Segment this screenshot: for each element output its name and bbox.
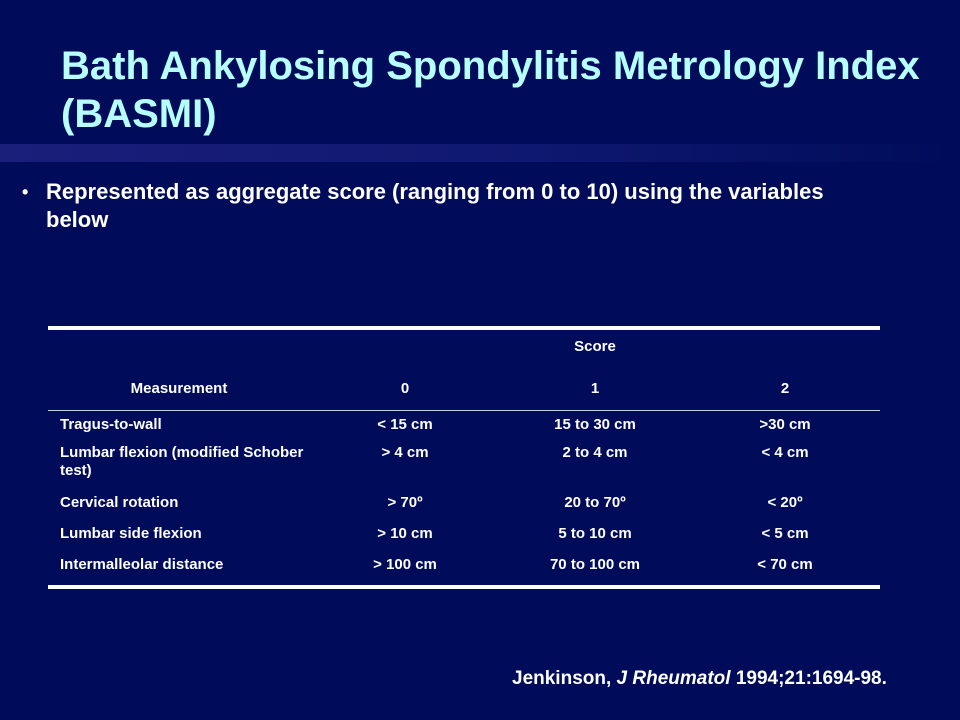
citation-details: 1994;21:1694-98. bbox=[730, 668, 887, 689]
measurement-cell: Intermalleolar distance bbox=[60, 556, 224, 573]
score-0-cell: > 4 cm bbox=[381, 444, 429, 461]
score-1-cell: 2 to 4 cm bbox=[562, 444, 628, 461]
table-bottom-rule bbox=[48, 585, 880, 589]
score-2-cell: >30 cm bbox=[759, 416, 811, 433]
score-1-cell: 5 to 10 cm bbox=[558, 525, 632, 542]
column-header-row bbox=[48, 370, 880, 406]
measurement-cell: Lumbar side flexion bbox=[60, 525, 202, 542]
score-0-cell: > 100 cm bbox=[373, 556, 437, 573]
column-header-score-1: 1 bbox=[590, 380, 600, 397]
column-header-measurement: Measurement bbox=[130, 380, 228, 397]
column-header-score-2: 2 bbox=[780, 380, 790, 397]
score-2-cell: < 4 cm bbox=[761, 444, 809, 461]
score-2-cell: < 20º bbox=[767, 494, 803, 511]
citation bbox=[512, 667, 887, 691]
score-1-cell: 20 to 70º bbox=[564, 494, 626, 511]
table-row bbox=[48, 548, 880, 579]
basmi-table bbox=[48, 326, 880, 589]
score-1-cell: 15 to 30 cm bbox=[554, 416, 636, 433]
score-0-cell: > 70º bbox=[387, 494, 423, 511]
score-header-row bbox=[48, 336, 880, 370]
bullet-item bbox=[22, 178, 842, 234]
citation-journal: J Rheumatol bbox=[616, 668, 731, 689]
score-0-cell: < 15 cm bbox=[377, 416, 433, 433]
table-row bbox=[48, 411, 880, 439]
table-row bbox=[48, 517, 880, 548]
title-divider-bar bbox=[0, 144, 960, 162]
measurement-cell: Lumbar flexion (modified Schober test) bbox=[60, 444, 304, 479]
bullet-icon: • bbox=[22, 182, 29, 202]
column-header-score-0: 0 bbox=[400, 380, 410, 397]
score-2-cell: < 5 cm bbox=[761, 525, 809, 542]
citation-author: Jenkinson, bbox=[512, 668, 617, 689]
table-row bbox=[48, 486, 880, 517]
table-row bbox=[48, 439, 880, 486]
score-0-cell: > 10 cm bbox=[377, 525, 433, 542]
score-header: Score bbox=[574, 338, 616, 355]
slide-title: Bath Ankylosing Spondylitis Metrology Index (BASMI) bbox=[61, 44, 920, 136]
score-2-cell: < 70 cm bbox=[757, 556, 813, 573]
bullet-text: Represented as aggregate score (ranging from 0 to 10) using the variables below bbox=[46, 179, 824, 232]
table-top-rule bbox=[48, 326, 880, 330]
score-1-cell: 70 to 100 cm bbox=[549, 556, 641, 573]
measurement-cell: Cervical rotation bbox=[60, 494, 179, 511]
measurement-cell: Tragus-to-wall bbox=[60, 416, 162, 433]
